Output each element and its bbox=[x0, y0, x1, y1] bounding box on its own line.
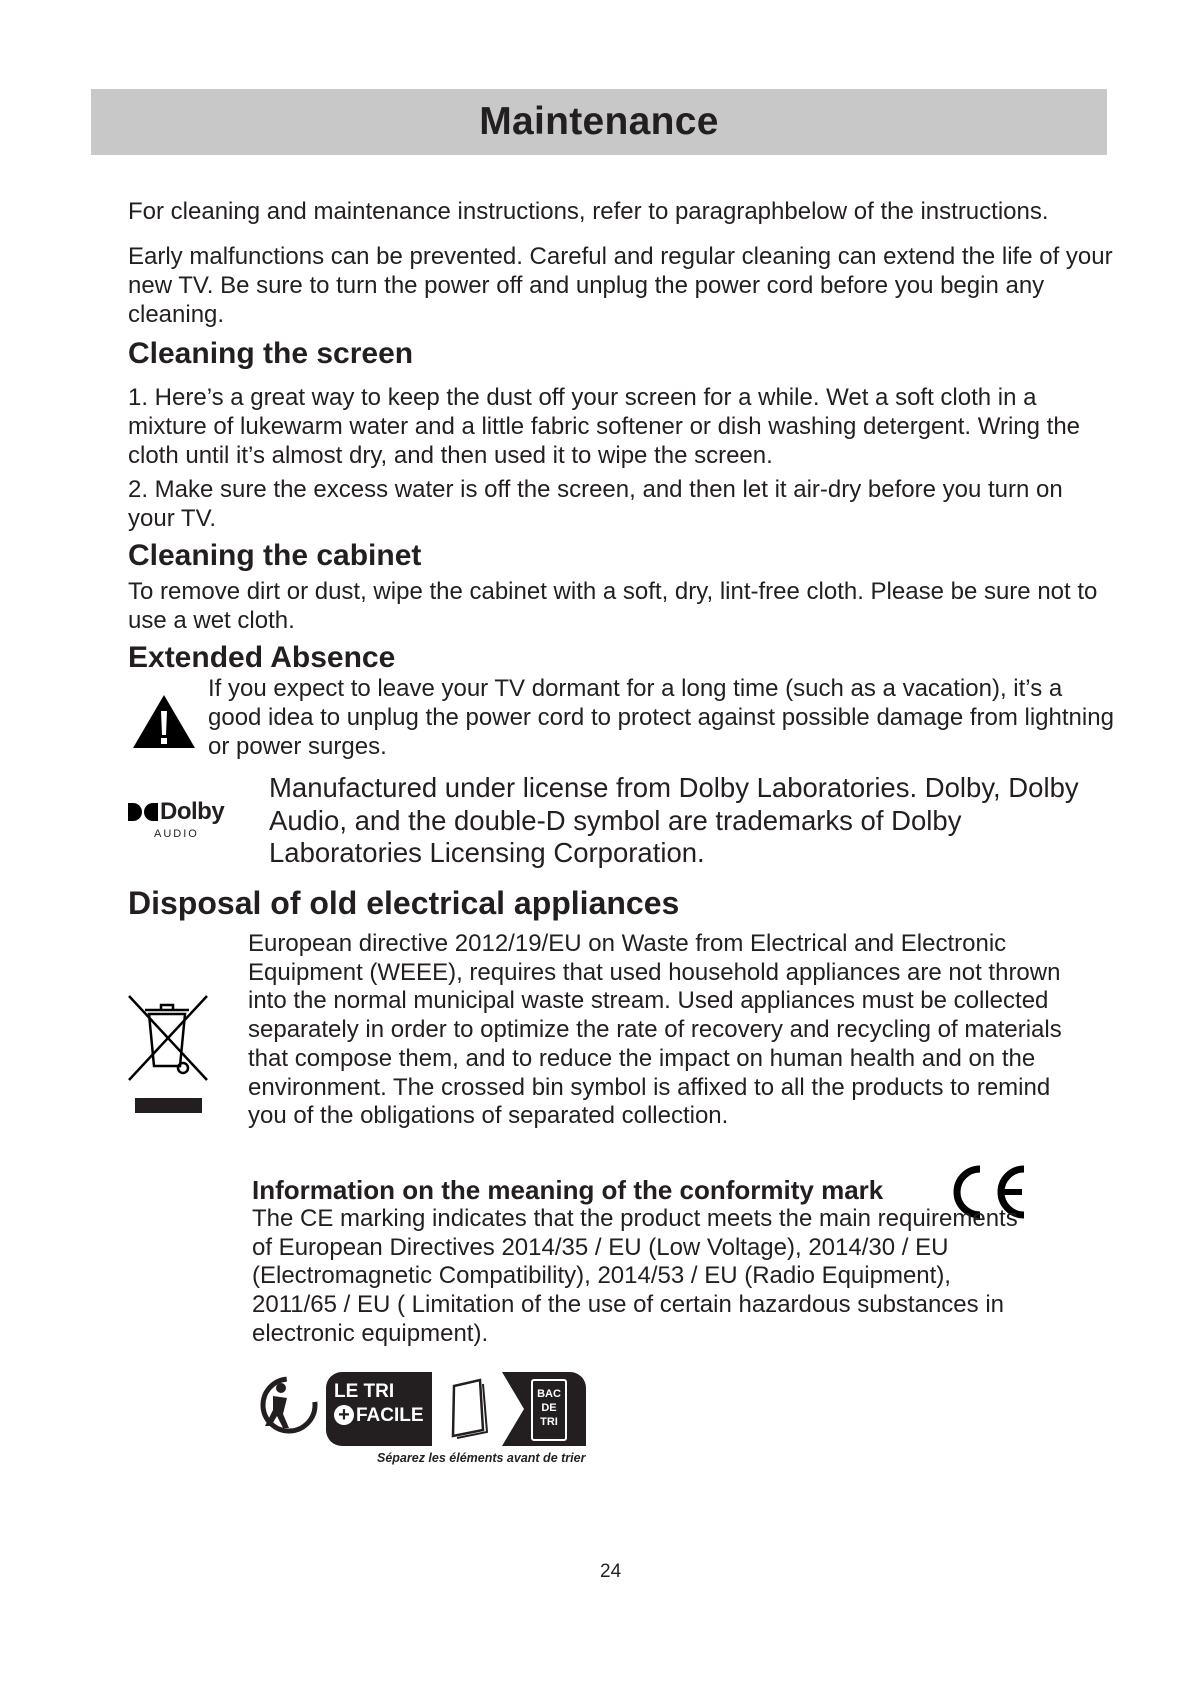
page-number: 24 bbox=[600, 1561, 622, 1582]
crossed-bin-icon bbox=[127, 992, 209, 1116]
heading-cleaning-screen: Cleaning the screen bbox=[128, 337, 414, 370]
heading-cleaning-cabinet: Cleaning the cabinet bbox=[128, 539, 422, 572]
heading-conformity-mark: Information on the meaning of the conformity mark bbox=[252, 1175, 884, 1205]
screen-step-2: 2. Make sure the excess water is off the screen, and then let it air-dry before you turn on your TV. bbox=[128, 476, 1063, 532]
intro-text-2: Early malfunctions can be prevented. Careful and regular cleaning can extend the life of your new TV. Be sure to turn the power off and unplug the power cord before you begin any cleaning. bbox=[128, 243, 1113, 328]
sorting-bin-icon: BAC DE TRI bbox=[531, 1379, 567, 1441]
absence-text: If you expect to leave your TV dormant for a long time (such as a vacation), it’s a good idea to unplug the power cord to protect against possible damage from lightning or power surges. bbox=[208, 675, 1114, 760]
disposal-text: European directive 2012/19/EU on Waste from Electrical and Electronic Equipment (WEEE), requires that used household appliances are not thrown into the normal municipal waste stream. Used appliances must be collected separately in order to optimize the rate of recovery and recycling of materials that compose them, and to reduce the impact on human health and on the environment. The crossed bin symbol is affixed to all the products to remind you of the obligations of separated collection. bbox=[248, 930, 1062, 1130]
title-banner bbox=[91, 89, 1107, 155]
conformity-text: The CE marking indicates that the product meets the main requirements of European Directives 2014/35 / EU (Low Voltage), 2014/30 / EU (Electromagnetic Compatibility), 2014/53 / EU (Radio Equipment), 2011/65 / EU ( Limitation of the use of certain hazardous substances in electronic equipment). bbox=[252, 1205, 1018, 1347]
intro-text: For cleaning and maintenance instructions, refer to paragraphbelow of the instructions. bbox=[128, 198, 1049, 225]
dolby-double-d-icon bbox=[128, 801, 158, 823]
plus-icon: + bbox=[334, 1405, 354, 1425]
screen-step-1: 1. Here’s a great way to keep the dust off your screen for a while. Wet a soft cloth in a mixture of lukewarm water and a little fabric softener or dish washing detergent. Wring the cloth until it’s almost dry, and then used it to wipe the screen. bbox=[128, 384, 1081, 469]
triman-logo bbox=[259, 1372, 589, 1472]
paper-arrow-icon bbox=[432, 1372, 527, 1446]
cabinet-text: To remove dirt or dust, wipe the cabinet with a soft, dry, lint-free cloth. Please be sure not to use a wet cloth. bbox=[128, 578, 1098, 634]
page-title: Maintenance bbox=[479, 100, 719, 143]
triman-recycle-icon bbox=[259, 1374, 321, 1436]
warning-icon bbox=[132, 693, 196, 749]
dolby-audio-logo: Dolby AUDIO bbox=[128, 798, 228, 840]
triman-banner: LE TRI + FACILE BAC DE TRI bbox=[326, 1372, 586, 1446]
heading-disposal: Disposal of old electrical appliances bbox=[128, 885, 680, 921]
heading-extended-absence: Extended Absence bbox=[128, 641, 396, 674]
triman-caption: Séparez les éléments avant de trier bbox=[377, 1451, 586, 1465]
dolby-license-text: Manufactured under license from Dolby Laboratories. Dolby, Dolby Audio, and the double-D symbol are trademarks of Dolby Laboratories Licensing Corporation. bbox=[269, 772, 1079, 868]
